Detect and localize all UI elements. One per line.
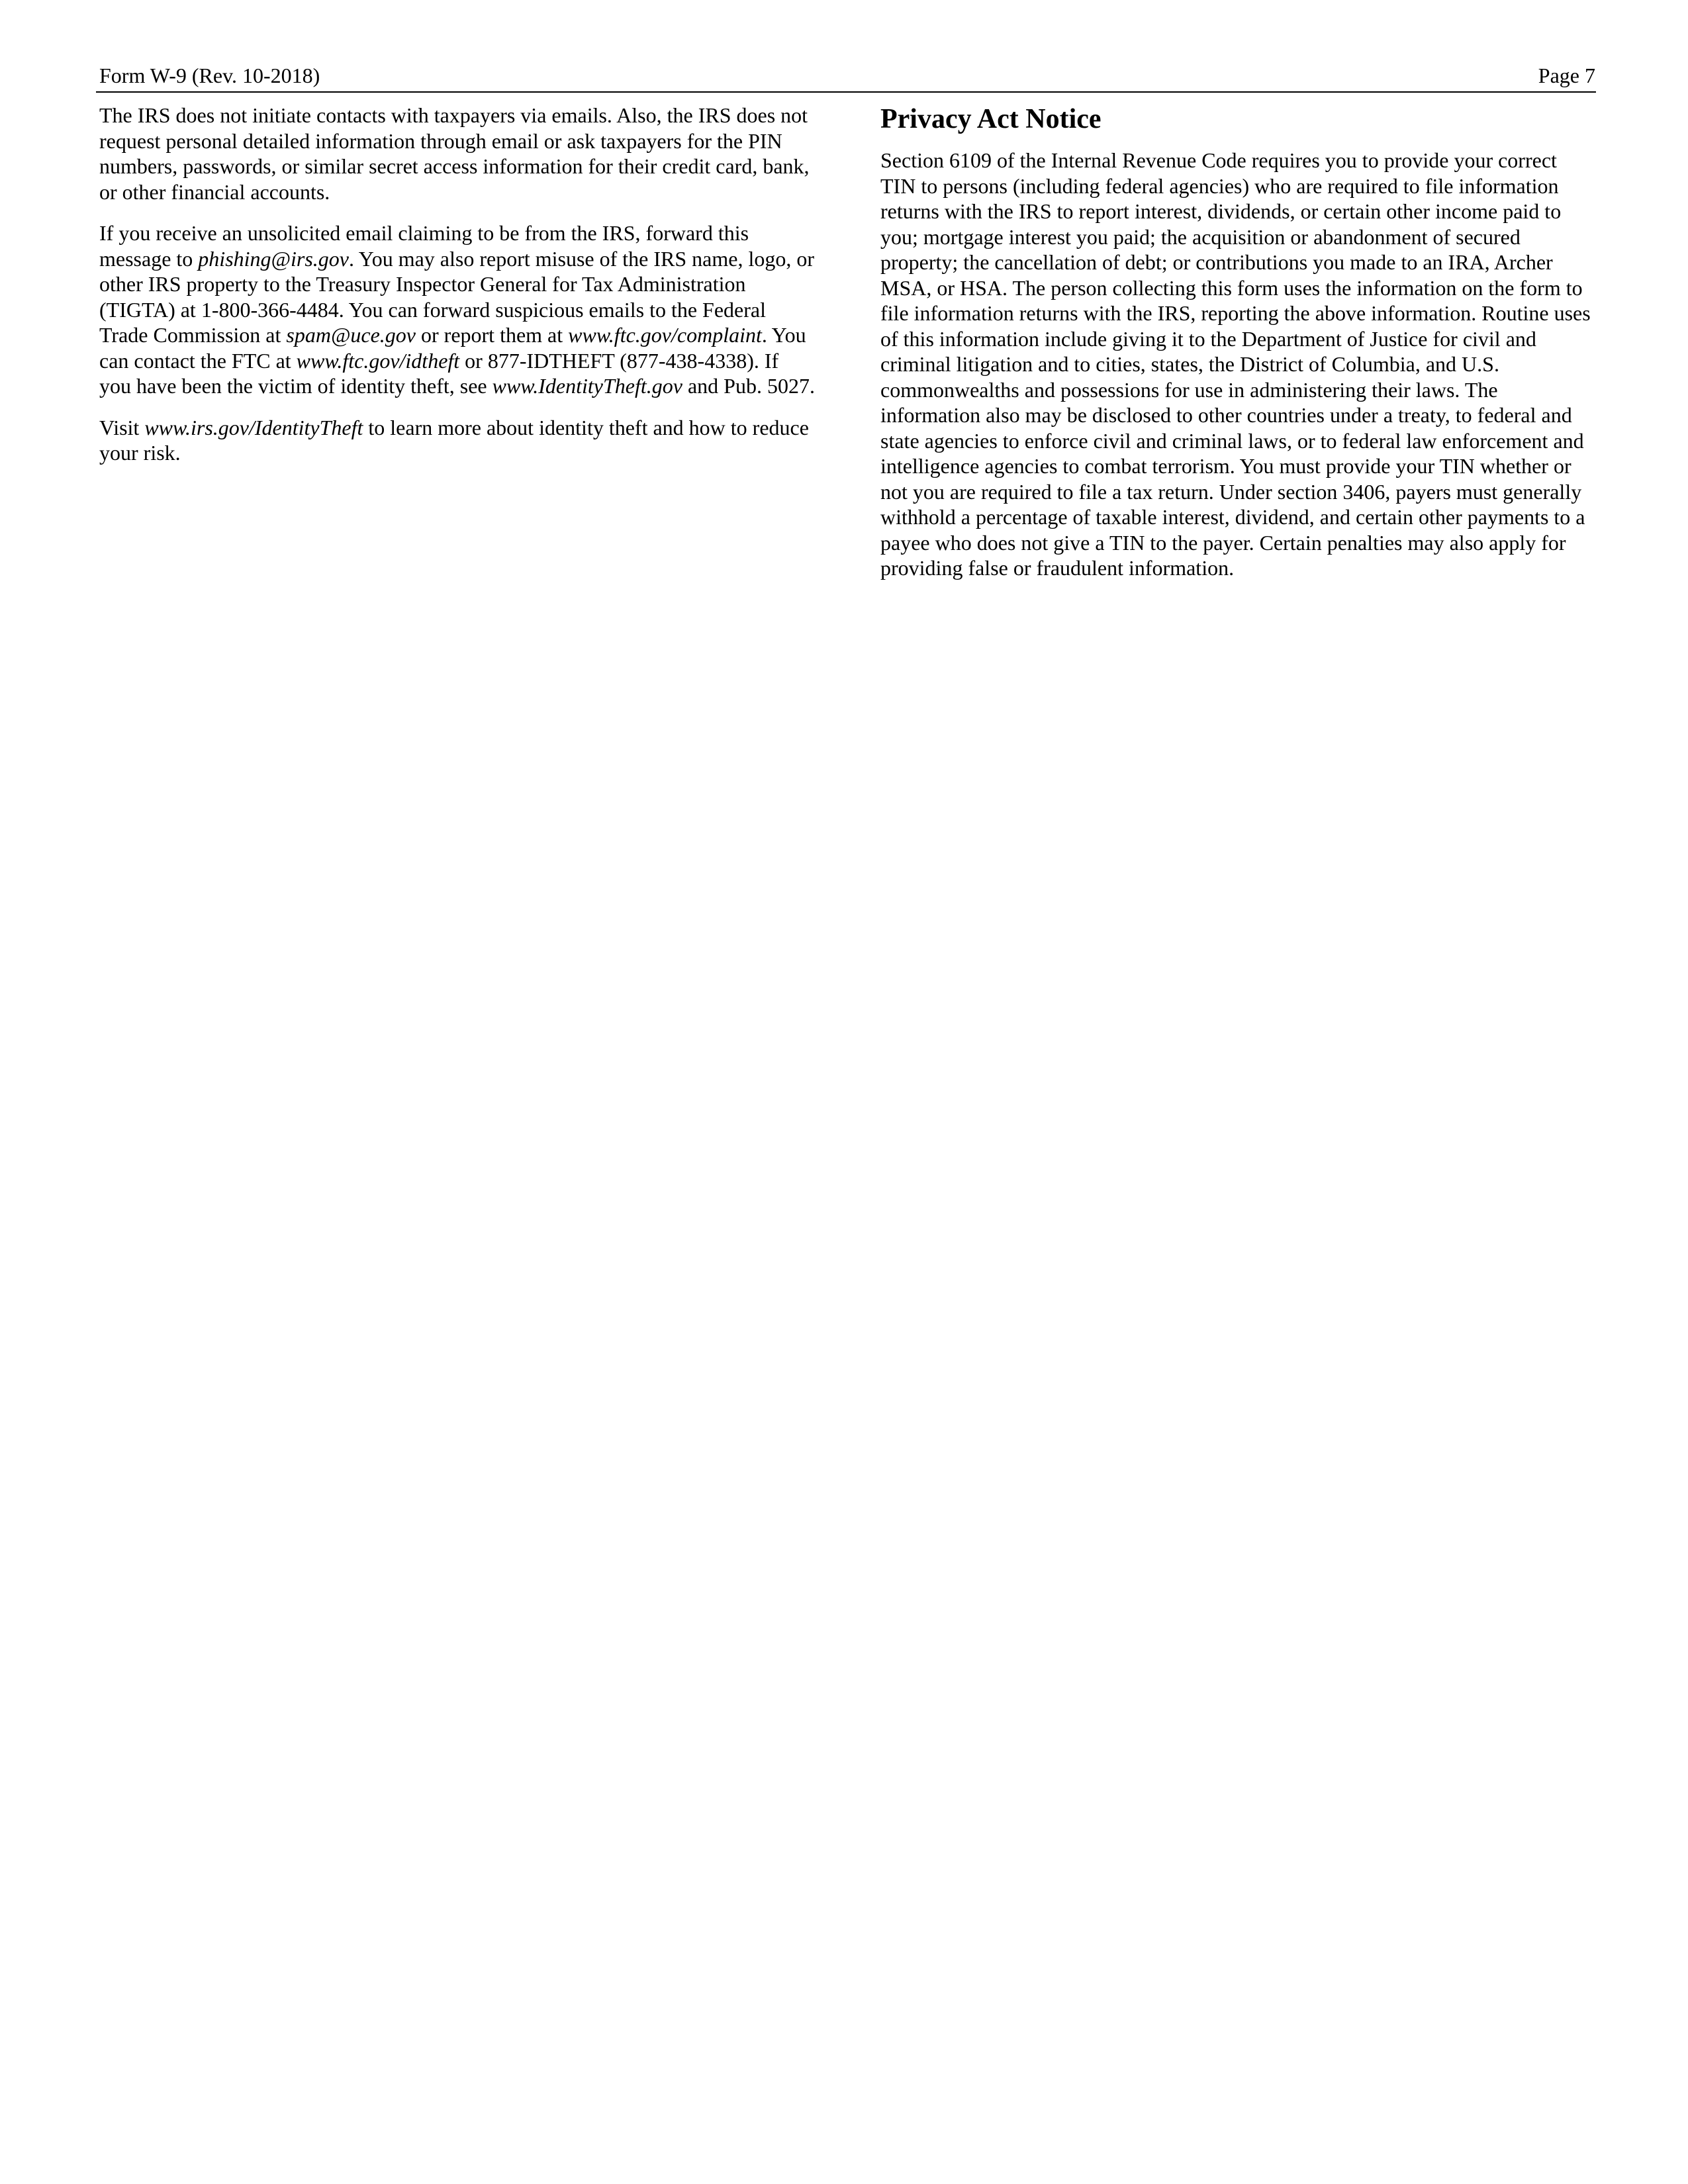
- text-segment: or 877-IDTHEFT (877-438-4338). If you have been the victim of identity theft, see: [99, 348, 779, 398]
- ftc-complaint-link: www.ftc.gov/complaint: [568, 323, 762, 347]
- page-header: [99, 48, 1595, 89]
- spam-email: spam@uce.gov: [286, 323, 416, 347]
- irs-contact-paragraph: The IRS does not initiate contacts with taxpayers via emails. Also, the IRS does not request personal detailed information through email or ask taxpayers for the PIN numbers, passwords, or similar secret access information for their credit card, bank, or other financial accounts.: [99, 103, 810, 204]
- text-segment: . You may also report misuse of the IRS name, logo, or other IRS property to the Treasury Inspector General for Tax Administration (TIGTA) at 1-800-366-4484. You can forward suspicious emails to the Federal Trade Commission at: [99, 246, 815, 347]
- header-divider: [96, 91, 1596, 93]
- visit-irs-paragraph: [99, 415, 816, 466]
- phishing-email: phishing@irs.gov: [198, 246, 349, 271]
- privacy-act-body: Section 6109 of the Internal Revenue Code requires you to provide your correct TIN to persons (including federal agencies) who are required to file information returns with the IRS to report interest, dividends, or certain other income paid to you; mortgage interest you paid; the acquisition or abandonment of secured property; the cancellation of debt; or contributions you made to an IRA, Archer MSA, or HSA. The person collecting this form uses the information on the form to file information returns with the IRS, reporting the above information. Routine uses of this information include giving it to the Department of Justice for civil and criminal litigation and to cities, states, the District of Columbia, and U.S. commonwealths and possessions for use in administering their laws. The information also may be disclosed to other countries under a treaty, to federal and state agencies to enforce civil and criminal laws, or to federal law enforcement and intelligence agencies to combat terrorism. You must provide your TIN whether or not you are required to file a tax return. Under section 3406, payers must generally withhold a percentage of taxable interest, dividend, and certain other payments to a payee who does not give a TIN to the payer. Certain penalties may also apply for providing false or fraudulent information.: [880, 148, 1591, 580]
- irs-identitytheft-link: www.irs.gov/IdentityTheft: [144, 415, 363, 439]
- privacy-act-heading: Privacy Act Notice: [880, 104, 1102, 134]
- text-segment: and Pub. 5027.: [682, 374, 815, 398]
- report-phishing-paragraph: [99, 220, 816, 399]
- right-column: [880, 103, 1594, 597]
- text-segment: Visit: [99, 415, 145, 439]
- page-number: Page 7: [1538, 64, 1595, 87]
- left-column: [99, 103, 816, 482]
- text-segment: . You can contact the FTC at: [99, 323, 806, 373]
- text-segment: or report them at: [416, 323, 569, 347]
- identitytheft-gov-link: www.IdentityTheft.gov: [492, 374, 682, 398]
- ftc-idtheft-link: www.ftc.gov/idtheft: [296, 348, 460, 373]
- form-label: Form W-9 (Rev. 10-2018): [99, 64, 320, 87]
- text-segment: If you receive an unsolicited email claiming to be from the IRS, forward this message to: [99, 221, 749, 271]
- text-segment: to learn more about identity theft and how to reduce your risk.: [99, 415, 809, 465]
